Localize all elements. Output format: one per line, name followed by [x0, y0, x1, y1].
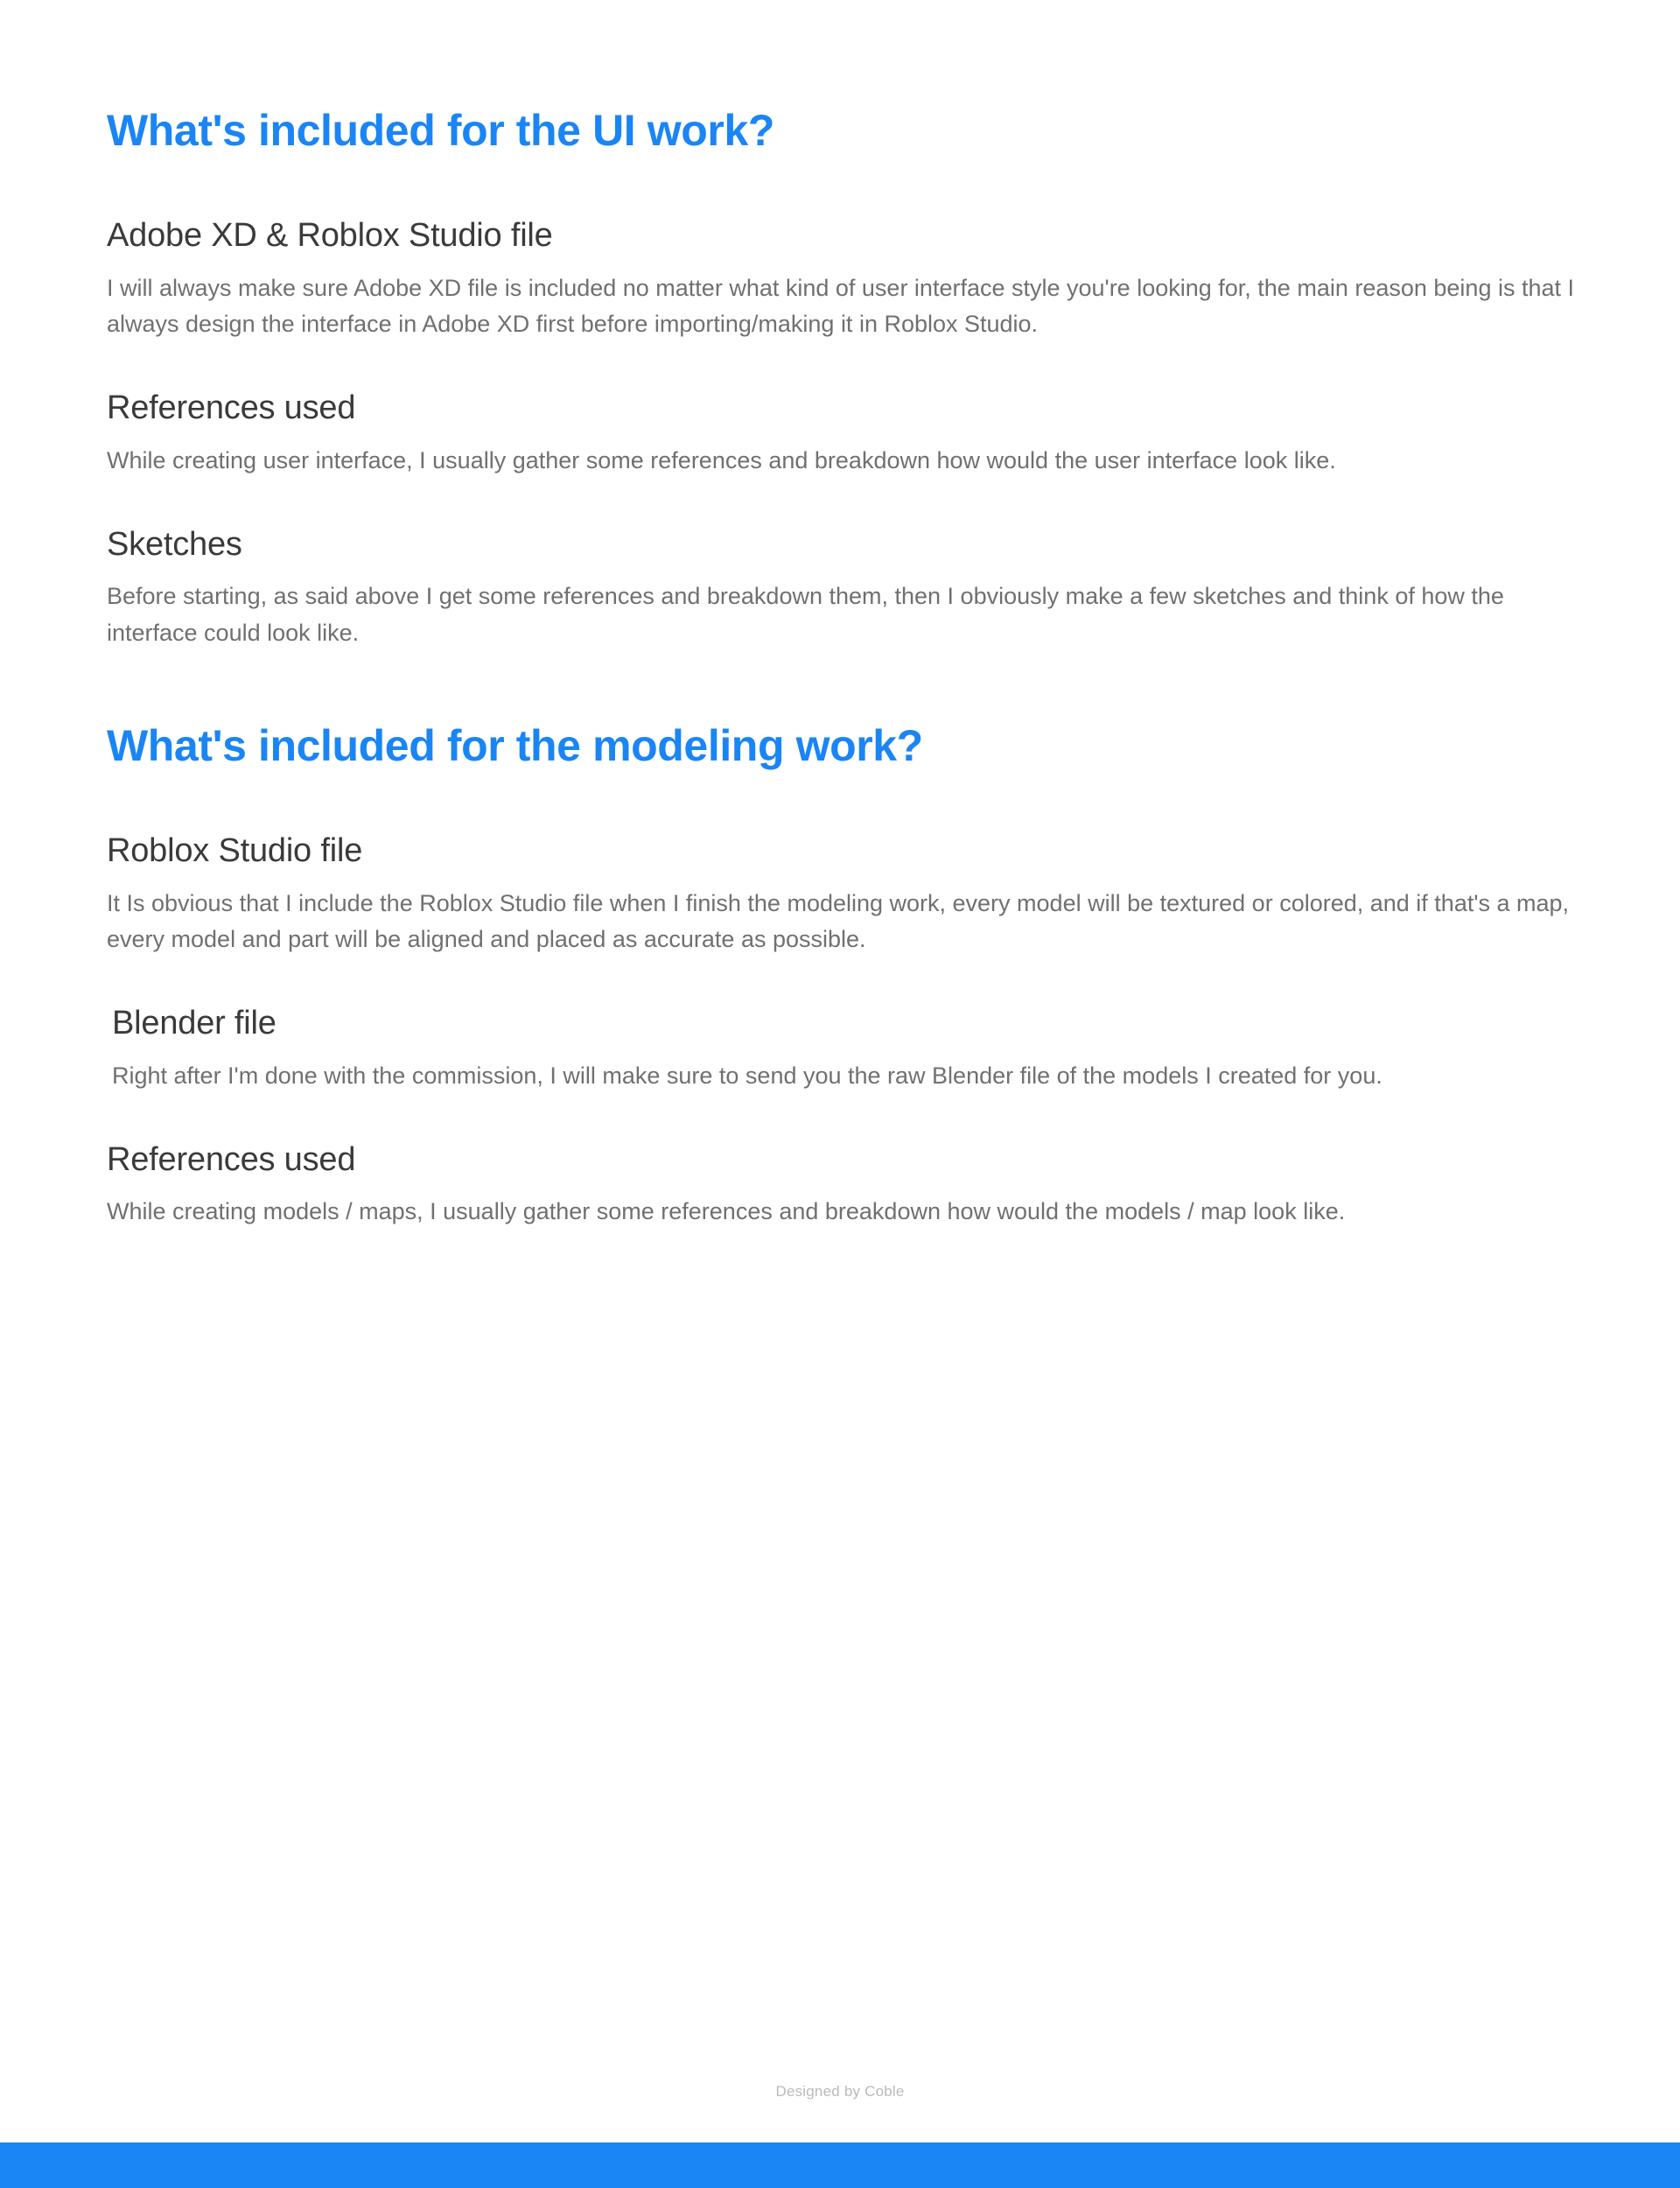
- item-heading: Roblox Studio file: [107, 832, 363, 869]
- item-references-used-ui: [107, 389, 1577, 479]
- item-blender-file: [107, 1004, 1577, 1094]
- document-content: [107, 105, 1577, 1231]
- item-references-used-modeling: [107, 1140, 1577, 1231]
- item-heading: Adobe XD & Roblox Studio file: [107, 217, 553, 254]
- item-roblox-studio-file: [107, 831, 1577, 958]
- section-title-ui-work: What's included for the UI work?: [107, 106, 775, 155]
- item-adobe-xd-roblox-studio-file: [107, 216, 1577, 343]
- item-body: It Is obvious that I include the Roblox Studio file when I finish the modeling work, every model will be textured or colored, and if that's a map, every model and part will be aligned and placed as accurate as possible.: [107, 889, 1570, 953]
- footer-credit: Designed by Coble: [775, 2083, 905, 2100]
- item-heading: References used: [107, 1140, 356, 1178]
- item-body: While creating user interface, I usually gather some references and breakdown how would the user interface look like.: [107, 446, 1336, 473]
- item-body: While creating models / maps, I usually gather some references and breakdown how would the models / map look like.: [107, 1198, 1346, 1225]
- item-body: Right after I'm done with the commission, I will make sure to send you the raw Blender file of the models I created for you.: [112, 1062, 1382, 1089]
- item-sketches: [107, 525, 1577, 652]
- item-body: Before starting, as said above I get some references and breakdown them, then I obviously make a few sketches and think of how the interface could look like.: [107, 583, 1504, 647]
- section-title-modeling-work: What's included for the modeling work?: [107, 721, 923, 770]
- item-body: I will always make sure Adobe XD file is included no matter what kind of user interface style you're looking for, the main reason being is that I always design the interface in Adobe XD first before importing/making it in Roblox Studio.: [107, 274, 1575, 338]
- item-heading: References used: [107, 389, 356, 427]
- item-heading: Sketches: [107, 525, 242, 563]
- bottom-accent-bar: [0, 2142, 1680, 2188]
- item-heading: Blender file: [112, 1005, 276, 1042]
